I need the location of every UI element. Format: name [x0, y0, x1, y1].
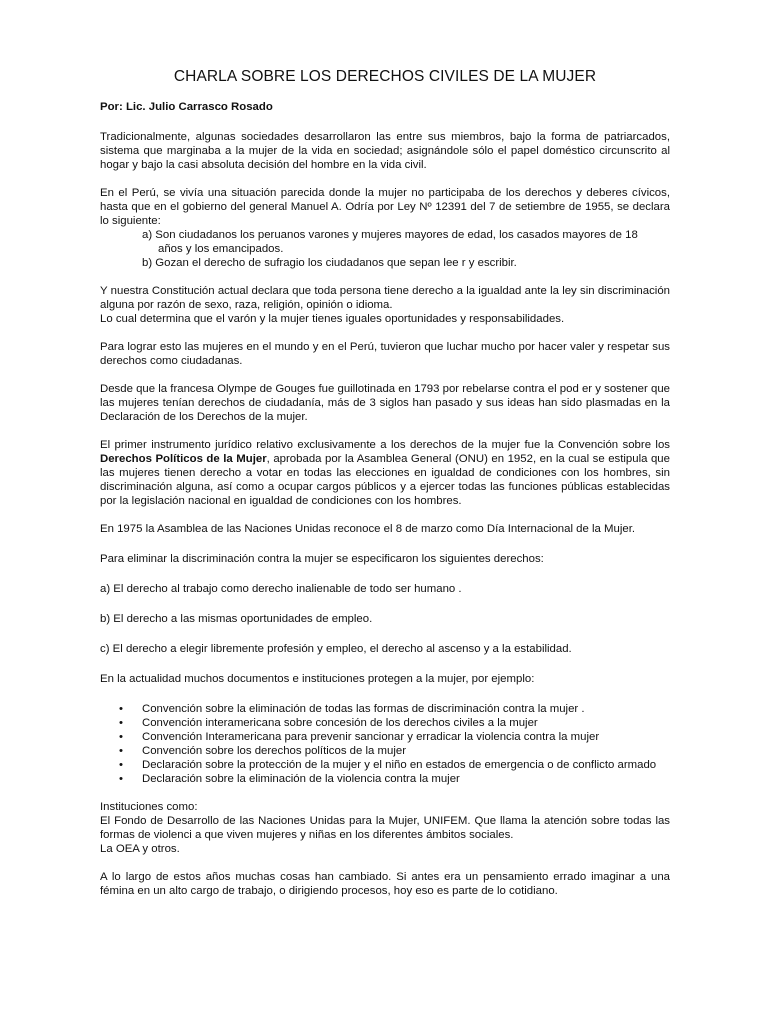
document-author: Por: Lic. Julio Carrasco Rosado: [100, 101, 273, 113]
bullet-icon: •: [119, 773, 123, 785]
law-item-a-line1: a) Son ciudadanos los peruanos varones y mujeres mayores de edad, los casados mayores de 18: [142, 229, 638, 241]
law-items-list: [100, 228, 670, 270]
paragraph-protections: En la actualidad muchos documentos e instituciones protegen a la mujer, por ejemplo:: [100, 673, 535, 685]
bullet-icon: •: [119, 717, 123, 729]
bullet-item: [100, 716, 670, 730]
right-item-c: c) El derecho a elegir libremente profesión y empleo, el derecho al ascenso y a la estabilidad.: [100, 643, 572, 655]
paragraph-institutions: [100, 800, 670, 856]
paragraph-peru-text: En el Perú, se vivía una situación parecida donde la mujer no participaba de los derechos y deberes cívicos, hasta que en el gobierno del general Manuel A. Odría por Ley Nº 12391 del 7 de setiembre de 1955, se declara lo siguiente:: [100, 187, 670, 227]
bullet-item-text: Declaración sobre la protección de la mujer y el niño en estados de emergencia o de conflicto armado: [142, 759, 657, 771]
paragraph-intro: Tradicionalmente, algunas sociedades desarrollaron las entre sus miembros, bajo la forma de patriarcados, sistema que marginaba a la mujer de la vida en sociedad; asignándole sólo el papel doméstico circunscrito al hogar y bajo la casi absoluta decisión del hombre en la vida civil.: [100, 131, 670, 171]
bullet-item: [100, 730, 670, 744]
paragraph-convention-after: , aprobada por la Asamblea General (ONU) en 1952, en la cual se estipula que las mujeres tienen derecho a votar en todas las elecciones en igualdad de condiciones con los hombres, sin discriminación alguna, así como a ocupar cargos públicos y a ejercer todas las funciones públicas establecidas por la legislación nacional en igualdad de condiciones con los hombres.: [100, 453, 670, 507]
bullet-item: [100, 744, 670, 758]
paragraph-convention-bold: Derechos Políticos de la Mujer: [100, 453, 267, 465]
institutions-oea: La OEA y otros.: [100, 843, 180, 855]
bullet-item-text: Convención Interamericana para prevenir sancionar y erradicar la violencia contra la mujer: [142, 731, 600, 743]
bullet-item-text: Declaración sobre la eliminación de la violencia contra la mujer: [142, 773, 460, 785]
paragraph-convention: [100, 438, 670, 508]
paragraph-peru: [100, 186, 670, 228]
bullet-icon: •: [119, 703, 123, 715]
bullet-icon: •: [119, 745, 123, 757]
institutions-unifem: El Fondo de Desarrollo de las Naciones Unidas para la Mujer, UNIFEM. Que llama la atención sobre todas las formas de violenci a que viven mujeres y niñas en los diferentes ámbitos sociales.: [100, 815, 670, 841]
bullet-item-text: Convención sobre la eliminación de todas las formas de discriminación contra la mujer .: [142, 703, 585, 715]
bullet-item: [100, 758, 670, 772]
paragraph-constitution-line1: Y nuestra Constitución actual declara que toda persona tiene derecho a la igualdad ante la ley sin discriminación alguna por razón de sexo, raza, religión, opinión o idioma.: [100, 285, 670, 311]
law-item-b: [142, 256, 670, 270]
paragraph-convention-before: El primer instrumento jurídico relativo exclusivamente a los derechos de la mujer fue la Convención sobre los: [100, 439, 670, 451]
paragraph-womens-day: En 1975 la Asamblea de las Naciones Unidas reconoce el 8 de marzo como Día Internacional de la Mujer.: [100, 523, 636, 535]
bullet-item: [100, 772, 670, 786]
bullet-icon: •: [119, 731, 123, 743]
bullet-icon: •: [119, 759, 123, 771]
paragraph-gouges: Desde que la francesa Olympe de Gouges fue guillotinada en 1793 por rebelarse contra el pod er y sostener que las mujeres tenían derechos de ciudadanía, más de 3 siglos han pasado y sus ideas han sido plasmadas en la Declaración de los Derechos de la mujer.: [100, 383, 670, 423]
law-item-b-line1: b) Gozan el derecho de sufragio los ciudadanos que sepan lee r y escribir.: [142, 257, 517, 269]
paragraph-constitution-line2: Lo cual determina que el varón y la mujer tienes iguales oportunidades y responsabilidades.: [100, 313, 565, 325]
paragraph-rights-intro: Para eliminar la discriminación contra la mujer se especificaron los siguientes derechos:: [100, 553, 544, 565]
document-page: [100, 68, 670, 912]
paragraph-constitution: [100, 284, 670, 326]
documents-bullet-list: [100, 702, 670, 786]
bullet-item-text: Convención interamericana sobre concesión de los derechos civiles a la mujer: [142, 717, 538, 729]
right-item-b: b) El derecho a las mismas oportunidades de empleo.: [100, 613, 373, 625]
paragraph-struggle: Para lograr esto las mujeres en el mundo y en el Perú, tuvieron que luchar mucho por hacer valer y respetar sus derechos como ciudadanas.: [100, 341, 670, 367]
paragraph-closing: A lo largo de estos años muchas cosas han cambiado. Si antes era un pensamiento errado imaginar a una fémina en un alto cargo de trabajo, o dirigiendo procesos, hoy eso es parte de lo cotidiano.: [100, 871, 670, 897]
law-item-a: [142, 228, 670, 256]
law-item-a-line2: años y los emancipados.: [158, 243, 284, 255]
bullet-item-text: Convención sobre los derechos políticos de la mujer: [142, 745, 407, 757]
institutions-heading: Instituciones como:: [100, 801, 198, 813]
bullet-item: [100, 702, 670, 716]
right-item-a: a) El derecho al trabajo como derecho inalienable de todo ser humano .: [100, 583, 462, 595]
document-title: CHARLA SOBRE LOS DERECHOS CIVILES DE LA MUJER: [173, 68, 597, 85]
